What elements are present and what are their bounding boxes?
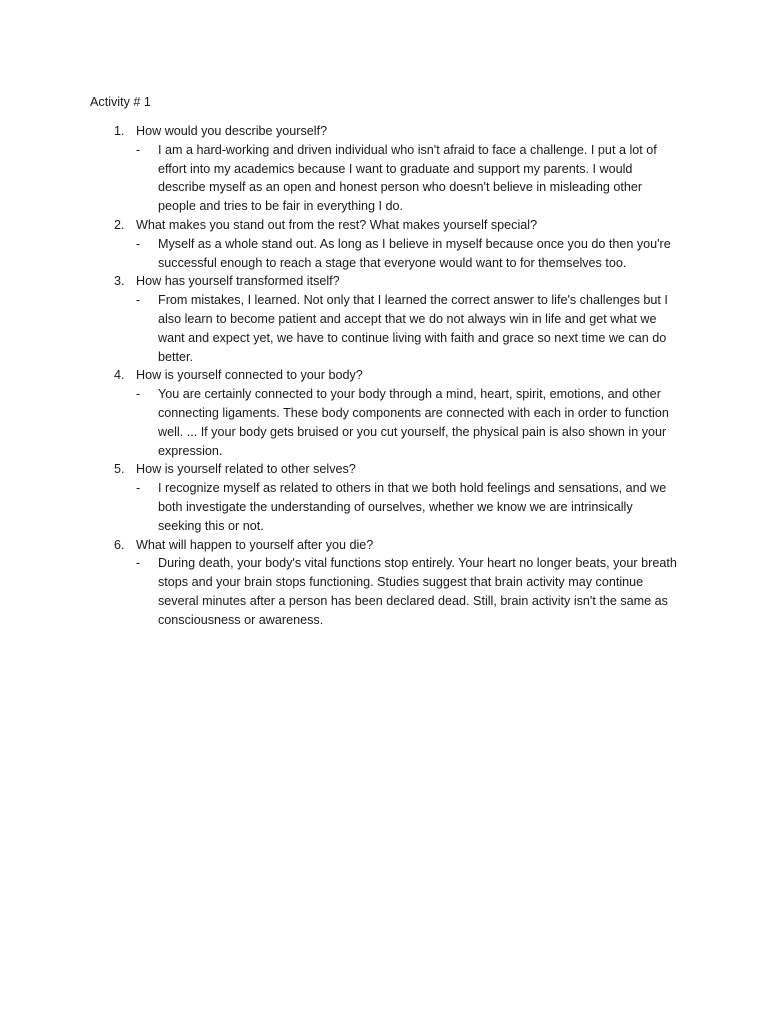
question-number: 5.: [114, 462, 125, 477]
question-line: [0, 272, 768, 291]
question-number: 3.: [114, 274, 125, 289]
answer-block: [0, 554, 768, 629]
answer-bullet: -: [136, 293, 141, 308]
question-text: How has yourself transformed itself?: [136, 274, 340, 289]
question-text: How is yourself connected to your body?: [136, 368, 363, 383]
question-line: [0, 366, 768, 385]
answer-bullet: -: [136, 556, 141, 571]
question-number: 1.: [114, 124, 125, 138]
question-text: What makes you stand out from the rest? What makes yourself special?: [136, 217, 538, 232]
question-item: [0, 460, 768, 535]
question-text: How is yourself related to other selves?: [136, 462, 356, 477]
answer-block: [0, 291, 768, 366]
answer-text: I am a hard-working and driven individual who isn't afraid to face a challenge. I put a lot of effort into my academics because I want to graduate and support my parents. I would describe myself as an open and honest person who doesn't believe in misleading other people and tries to be fair in everything I do.: [158, 142, 657, 214]
question-line: [0, 536, 768, 555]
question-item: [0, 366, 768, 460]
question-line: [0, 122, 768, 141]
answer-block: [0, 385, 768, 460]
answer-bullet: -: [136, 481, 141, 496]
answer-block: [0, 479, 768, 535]
answer-text: During death, your body's vital functions stop entirely. Your heart no longer beats, your breath stops and your brain stops functioning. Studies suggest that brain activity may continue several minutes after a person has been declared dead. Still, brain activity isn't the same as consciousness or awareness.: [158, 556, 677, 627]
answer-block: [0, 141, 768, 216]
answer-text: Myself as a whole stand out. As long as I believe in myself because once you do then you're successful enough to reach a stage that everyone would want to for themselves too.: [158, 236, 671, 270]
question-item: [0, 216, 768, 272]
question-text: How would you describe yourself?: [136, 124, 328, 138]
answer-text: From mistakes, I learned. Not only that I learned the correct answer to life's challenges but I also learn to become patient and accept that we do not always win in life and get what we want and expect yet, we have to continue living with faith and grace so next time we can do better.: [158, 293, 668, 364]
answer-bullet: -: [136, 387, 141, 402]
question-text: What will happen to yourself after you die?: [136, 537, 374, 552]
question-item: [0, 536, 768, 630]
answer-block: [0, 235, 768, 273]
answer-bullet: -: [136, 236, 141, 251]
question-line: [0, 216, 768, 235]
question-number: 2.: [114, 217, 125, 232]
question-number: 4.: [114, 368, 125, 383]
question-item: [0, 122, 768, 216]
document-heading: Activity # 1: [90, 95, 151, 109]
question-number: 6.: [114, 537, 125, 552]
question-item: [0, 272, 768, 366]
answer-text: You are certainly connected to your body through a mind, heart, spirit, emotions, and other connecting ligaments. These body components are connected with each in order to function well. ... If your body gets bruised or you cut yourself, the physical pain is also shown in your expression.: [158, 387, 669, 458]
answer-text: I recognize myself as related to others in that we both hold feelings and sensations, and we both investigate the understanding of ourselves, whether we know we are intrinsically seeking this or not.: [158, 481, 667, 533]
question-line: [0, 460, 768, 479]
answer-bullet: -: [136, 142, 141, 157]
question-list: [0, 122, 768, 630]
